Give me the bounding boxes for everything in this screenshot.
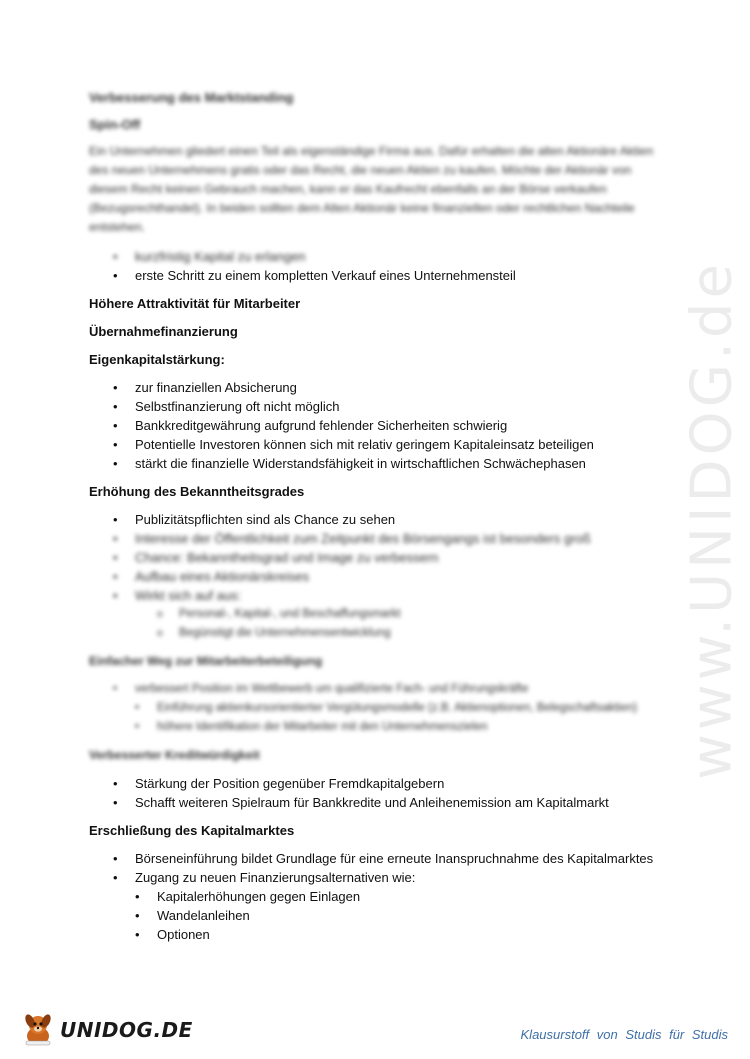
sub-list-item: • Einführung aktienkursorientierter Vergütungsmodelle (z.B. Aktienoptionen, Belegschaftsaktien) (89, 699, 669, 718)
sub-list-item: • Optionen (89, 925, 669, 944)
footer-tagline: Klausurstoff von Studis für Studis (520, 1027, 728, 1042)
list-item: • Zugang zu neuen Finanzierungsalternativen wie: (89, 868, 669, 887)
section-heading: Eigenkapitalstärkung: (89, 352, 225, 367)
list-item: • kurzfristig Kapital zu erlangen (89, 247, 669, 266)
list-item: • Bankkreditgewährung aufgrund fehlender Sicherheiten schwierig (89, 416, 669, 435)
sub-list-item: • höhere Identifikation der Mitarbeiter mit den Unternehmenszielen (89, 718, 669, 737)
dog-mascot-icon (20, 1012, 56, 1048)
bullet-list (89, 774, 669, 812)
sub-list-item: • Kapitalerhöhungen gegen Einlagen (89, 887, 669, 906)
paragraph-spin-off: Ein Unternehmen gliedert einen Teil als eigenständige Firma aus. Dafür erhalten die alten Aktionäre Aktien des neuen Unternehmens gratis oder das Recht, die neuen Aktien zu kaufen. Möchte der Aktionär von diesem Recht keinen Gebrauch machen, kann er das Kaufrecht ebenfalls an der Börse verkaufen (Bezugsrechthandel). In beiden sollten dem Alten Aktionär keine finanziellen oder rechtlichen Nachteile entstehen. (89, 144, 654, 234)
section-heading: Übernahmefinanzierung (89, 324, 238, 339)
bullet-list (89, 680, 669, 737)
sub-list-item: o Personal-, Kapital-, und Beschaffungsmarkt (89, 605, 669, 624)
footer-logo (20, 1010, 193, 1050)
list-item: • Chance: Bekanntheitsgrad und Image zu verbessern (89, 548, 669, 567)
list-item: • Interesse der Öffentlichkeit zum Zeitpunkt des Börsengangs ist besonders groß (89, 529, 669, 548)
sub-list-item: • Wandelanleihen (89, 906, 669, 925)
section-heading: Verbesserter Kreditwürdigkeit (89, 748, 260, 762)
sub-list-item: o Begünstigt die Unternehmensentwicklung (89, 624, 669, 643)
list-item: • Schafft weiteren Spielraum für Bankkredite und Anleihenemission am Kapitalmarkt (89, 793, 669, 812)
section-heading: Erhöhung des Bekanntheitsgrades (89, 484, 305, 499)
document-content (89, 88, 669, 944)
section-heading: Einfacher Weg zur Mitarbeiterbeteiligung (89, 654, 323, 668)
bullet-list (89, 510, 669, 643)
list-item: • Stärkung der Position gegenüber Fremdkapitalgebern (89, 774, 669, 793)
bullet-list (89, 378, 669, 473)
list-item: • erste Schritt zu einem kompletten Verkauf eines Unternehmensteil (89, 266, 669, 285)
list-item: • Börseneinführung bildet Grundlage für eine erneute Inanspruchnahme des Kapitalmarktes (89, 849, 669, 868)
section-heading: Erschließung des Kapitalmarktes (89, 823, 295, 838)
watermark-text: www.UNIDOG.de (679, 260, 745, 780)
list-item: • Selbstfinanzierung oft nicht möglich (89, 397, 669, 416)
list-item: • stärkt die finanzielle Widerstandsfähigkeit in wirtschaftlichen Schwächephasen (89, 454, 669, 473)
section-subheading: Spin-Off (89, 117, 141, 132)
bullet-list (89, 247, 669, 285)
list-item: • Potentielle Investoren können sich mit relativ geringem Kapitaleinsatz beteiligen (89, 435, 669, 454)
list-item: • Publizitätspflichten sind als Chance zu sehen (89, 510, 669, 529)
list-item: • Wirkt sich auf aus: (89, 586, 669, 605)
section-heading: Höhere Attraktivität für Mitarbeiter (89, 296, 301, 311)
section-heading: Verbesserung des Marktstanding (89, 90, 294, 105)
logo-text: UNIDOG.DE (60, 1018, 193, 1042)
list-item: • zur finanziellen Absicherung (89, 378, 669, 397)
bullet-list (89, 849, 669, 944)
list-item: • verbessert Position im Wettbewerb um qualifizierte Fach- und Führungskräfte (89, 680, 669, 699)
list-item: • Aufbau eines Aktionärskreises (89, 567, 669, 586)
